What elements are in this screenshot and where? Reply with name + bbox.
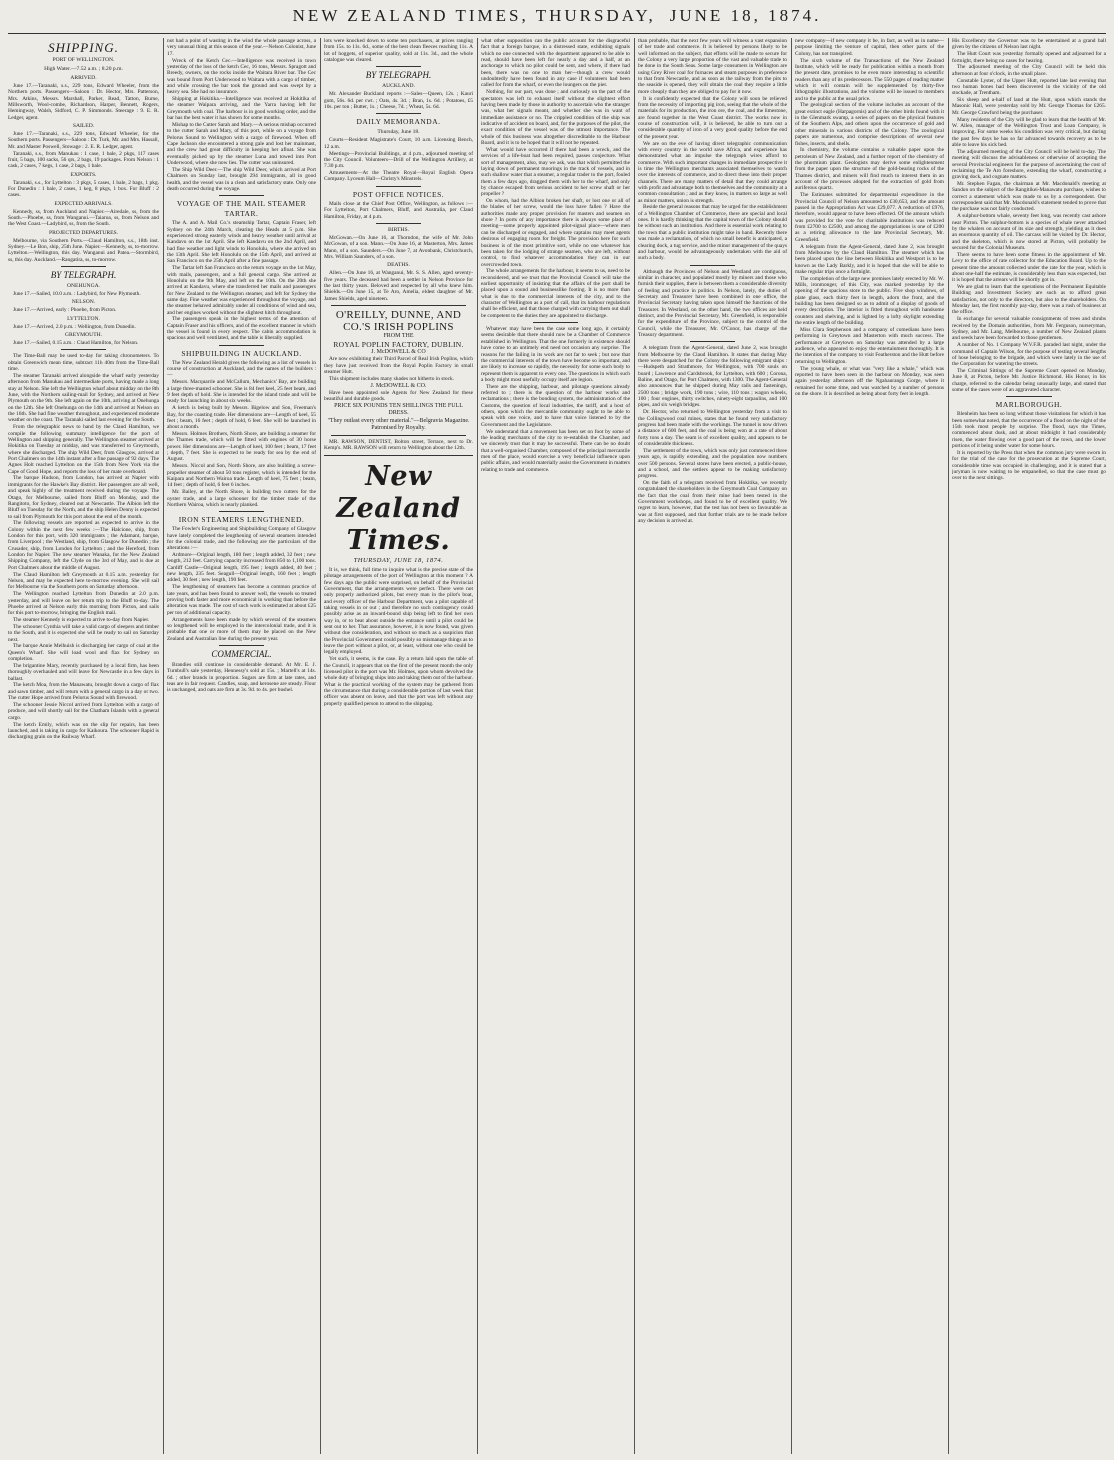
paragraph: The following vessels are reported as expected to arrive in the Colony within the next few weeks :—The Halcione, ship, from London for this port, with 320 immigrants ; the Adamant, barque, from Liverpool ; the Westland, ship, from Glasgow for Dunedin ; the Crusader, ship, from London for Lyttelton ; and the Hereford, from London for Napier. The new steamer Wanaka, for the New Zealand Shipping Company, left the Clyde on the 3rd of May, and is due at Port Chalmers about the middle of August.: [8, 520, 159, 571]
paragraph: The adjourned meeting of the City Council will be held to-day. The meeting will discuss the advisableness or otherwise of accepting the several Provincial engineers for the purpose of ascertaining the cost of reclaiming the Te Aro foreshore, extending the wharf, constructing a graving dock, and cognate matters.: [952, 148, 1106, 181]
paragraph: The lengthening of steamers has become a common practice of late years, and has been found to answer well, the vessels so treated proving both faster and more economical in working than before the alteration was made. The cost of such work is estimated at about £25 per ton of additional capacity.: [167, 584, 316, 616]
divider: [61, 349, 106, 350]
paragraph: The schooner Cynthia will take a valid cargo of sleepers and timber to the South, and it is expected she will be ready to sail on Saturday next.: [8, 623, 159, 643]
column-1: [8, 38, 159, 1454]
poplin-ad-from: FROM THE: [383, 332, 414, 339]
paragraph: In chemistry, the volume contains a valuable paper upon the petroleum of New Zealand, and a further report of the chemistry of the phormium plant. Geologists may derive some enlightenment from the paper upon the structure of the gold-bearing rocks of the Thames district, and miners will find much to interest them in an account of the processes adopted for the extraction of gold from auriferous quartz.: [795, 147, 944, 192]
paragraph: Taranaki, s.s., for Lyttelton : 3 pkgs, 5 cases, 1 bale, 2 bags, 1 pkg. For Dunedin : 1 bale, 2 cases, 1 keg, 8 pkgs, 1 box. For Bluff : 2 cases.: [8, 179, 159, 199]
paragraph: The Ship Wild Deer.—The ship Wild Deer, which arrived at Port Chalmers on Sunday last, brought 294 immigrants, all in good health, and the vessel was in a clean and satisfactory state. Only one death occurred during the voyage.: [167, 166, 316, 192]
paragraph: There seems to have been some fitness in the appointment of Mr. Levy to the office of rate collector for the Education Board. Up to the present time the amount collected under the rate for the year, which is about one-half the estimate, is considerably less than was expected, but it is hoped that the arrears will be shortly got in.: [952, 251, 1106, 284]
paragraph: It is confidently expected that the Colony will soon be relieved from the necessity of importing pig iron, seeing that the whole of the materials for its production, the iron ore, the coal, and the limestone, are found together in the West Coast district. The works now in course of construction will, it is believed, be able to turn out a considerable quantity of iron of a very good quality before the end of the present year.: [638, 95, 787, 140]
paragraph: Messrs. Macquarrie and McCallum, Mechanics' Bay, are building a large three-masted schooner. She is 84 feet keel, 25 feet beam, and 9 feet depth of hold. She is intended for the island trade and will be ready for launching in about six weeks.: [167, 379, 316, 405]
column-rule: [791, 38, 792, 1454]
column-7: [952, 38, 1106, 1454]
paragraph: A ketch is being built by Messrs. Bigelow and Son, Freeman's Bay, for the coasting trade. Her dimensions are—Length of keel, 55 feet ; beam, 16 feet ; depth of hold, 6 feet. She will be launched in about a month.: [167, 405, 316, 431]
paragraph: The New Zealand Herald gives the following as a list of vessels in course of construction at Auckland, and the names of the builders :—: [167, 359, 316, 379]
divider: [331, 435, 465, 436]
divider: [376, 186, 421, 187]
place-nelson: NELSON.: [71, 299, 96, 306]
subheading-arrived: ARRIVED.: [70, 75, 97, 81]
paragraph: The ketch Moa, from the Manawatu, brought down a cargo of flax and sawn timber, and will return with a general cargo in a day or two. The cutter Hope arrived from Pelorus Sound with firewood.: [8, 682, 159, 702]
divider: [376, 113, 421, 114]
paragraph: A number of No. 1 Company W.V.F.R. paraded last night, under the command of Captain Wilson, for the purpose of testing several lengths of hose belonging to the brigade, and which were lately in the use of the Corporation for watering the streets.: [952, 342, 1106, 368]
page-header: [0, 6, 1114, 32]
subheading-exports: EXPORTS.: [70, 171, 97, 178]
paragraph: Many residents of the City will be glad to learn that the health of Mr. W. Allen, manager of the Wellington Trust and Loan Company, is improving. For some weeks his condition was very critical, but during the past few days he has so far advanced towards recovery as to be able to leave his sick bed.: [952, 116, 1106, 148]
divider: [376, 66, 421, 67]
paragraph: Brandies still continue in considerable demand. At Mr. E. J. Turnbull's sale yesterday, Hennessy's sold at 15s. ; Martell's at 14s. 6d. ; other brands in proportion. Sugars are firm at late rates, and teas are in fair request. Candles, soap, and kerosene are steady. Flour is unchanged, and oats are firm at 3s. 9d. to 4s. per bushel.: [167, 661, 316, 694]
column-rule: [477, 38, 478, 1454]
poplin-ad-price: PRICE SIX POUNDS TEN SHILLINGS THE FULL DRESS.: [334, 403, 463, 417]
paragraph: The brigantine Mary, recently purchased by a local firm, has been thoroughly overhauled and will leave for Newcastle in a few days in ballast.: [8, 662, 159, 682]
paragraph: Kennedy, ss, from Auckland and Napier.—Airedale, ss, from the South.—Phoebe, ss, from Wanganui.—Taiaroa, ss, from Nelson and the West Coast.—Ladybird, ss, from the South.: [8, 208, 159, 228]
paragraph: Constable Lyster, of the Upper Hutt, reported late last evening that two human bones had been discovered in the vicinity of the old stockade, at Trentham.: [952, 77, 1106, 97]
paragraph: A telegram from the Agent-General, dated June 2, was brought from Melbourne by the Claud Hamilton. It states that during May there were despatched for the Colony the following emigrant ships :—Hudspeth and Strathmore, for Wellington, with 700 souls on board ; Lawrence and Cardsbrook, for Lyttelton, with 600 ; Corona, Baline, and Otago, for Port Chalmers, with 1300. The Agent-General also announces that he shipped during May rails and fastenings, 2500 tons ; bridge work, 190 tons ; wire, 110 tons ; wagon wheels, 100 ; four engines, thirty switches, ninety-eight tarpaulins, and 100 pipes, and six weigh bridges.: [638, 345, 787, 409]
paragraph: June 17.—Sailed, 10.0 a.m. : Ladybird, for New Plymouth.: [13, 291, 141, 298]
column-6: [795, 38, 944, 1454]
column-rule: [320, 38, 321, 1454]
paragraph: Shipping at Hokitika.—Intelligence was received at Hokitika of the steamer Waipara arriving, and the Yarra having left for Greymouth with coal. The harbour is in good working order, and the bar has the best water it has shown for some months.: [167, 96, 316, 122]
paragraph: Allen.—On June 16, at Wanganui, Mr. S. S. Allen, aged seventy-five years. The deceased had been a settler in Nelson Province for the last thirty years. Beloved and respected by all who knew him. Shields.—On June 15, at Te Aro, Amelia, eldest daughter of Mr. James Shields, aged nineteen.: [324, 270, 473, 302]
paragraph: Mails close at the Chief Post Office, Wellington, as follows :— For Lyttelton, Port Chalmers, Bluff, and Australia, per Claud Hamilton, Friday, at 4 p.m.: [324, 200, 473, 220]
divider: [324, 455, 473, 456]
paragraph: The ketch Emily, which was on the slip for repairs, has been launched, and is taking in cargo for Kaikoura. The schooner Rapid is discharging grain on the Railway Wharf.: [8, 721, 159, 741]
poplin-ad-quote: "They outlast every other material."—Belgravia Magazine.: [327, 417, 470, 424]
paragraph: The Fowler's Engineering and Shipbuilding Company of Glasgow have lately completed the lengthening of several steamers intended for the colonial trade, and the following are the particulars of the alterations :—: [167, 526, 316, 552]
paragraph: new company—if new company it be, in fact, as well as in name—purpose limiting the venture of capital, then other parts of the Colony, has not transpired.: [795, 38, 944, 57]
divider: [690, 341, 735, 342]
divider: [61, 266, 106, 267]
paragraph: Mr. Alexander Buckland reports :—Sales—Queen, 12s. ; Kauri gum, 56s. 6d. per cwt. ; Oats, 4s. 3d. ; Bran, 1s. 6d. ; Potatoes, £5 10s. per ton ; Butter, 1s. ; Cheese, 7d. ; Wheat, 5s. 6d.: [324, 91, 473, 111]
subheading-sailed: SAILED.: [72, 123, 95, 130]
paragraph: Mr. Stephen Fagan, the chairman at Mr. Macdonald's meeting at Sandon on the subject of the Rangitikei-Manawatu purchase, wishes to correct a statement which was made to us by a correspondent. Our correspondent said that Mr. Macdonald's statement tended to prove that the purchase was not fairly conducted.: [952, 181, 1106, 213]
paragraph: The steamer Taranaki arrived alongside the wharf early yesterday afternoon from Manukau and intermediate ports, having made a long stay at Nelson. She left the Wellington wharf about midday on the 8th June, with the Northern sailing-mail for Sydney, and arrived at New Plymouth on the 9th. She left again on the 10th, arriving at Onehunga on the 12th. She left Onehunga on the 14th and arrived at Nelson on the 16th. She had fine weather throughout, and experienced moderate weather on the coast. The Taranaki sailed last evening for the South.: [8, 372, 159, 424]
column-4: [481, 38, 630, 1454]
paragraph: The sixth volume of the Transactions of the New Zealand Institute, which will be ready for publication within a month from the present date, promises to be even more interesting to scientific readers than any of its predecessors. The 550 pages of reading matter which it will contain will be supplemented by thirty-five lithographic illustrations, and the volume will be issued to members and to the public at the usual price.: [795, 57, 944, 102]
paragraph: Mishap to the Cutter Sarah and Mary.—A serious mishap occurred to the cutter Sarah and Mary, of this port, while on a voyage from Pelorus Sound to Wellington with a cargo of firewood. When off Cape Jackson she encountered a strong gale and lost her mainmast, and the crew had great difficulty in keeping her afloat. She was eventually picked up by the steamer Luna and towed into Port Underwood, where she now lies. The cutter was uninsured.: [167, 121, 316, 167]
paragraph: In exchange for several valuable consignments of trees and shrubs received by the Domain authorities, from Mr. Ferguson, nurseryman, Sydney, and Mr. Lang, Melbourne, a number of New Zealand plants and seeds have been forwarded to those gentlemen.: [952, 316, 1106, 342]
paragraph: The Time-Ball may be used to-day for taking chronometers. To obtain Greenwich mean time, subtract 11h 40m from the Time-Ball time.: [8, 353, 159, 373]
paragraph: June 17.—Sailed, 0.15 a.m. : Claud Hamilton, for Nelson.: [13, 340, 139, 347]
memoranda-date: Thursday, June 18.: [377, 129, 420, 136]
divider: [219, 645, 264, 646]
iron-steamers-heading: IRON STEAMERS LENGTHENED.: [178, 515, 305, 525]
dateline: THURSDAY, JUNE 18, 1874.: [353, 556, 444, 564]
paragraph: The Wellington reached Lyttelton from Dunedin at 2.0 p.m. yesterday, and will leave on her return trip to the Bluff to-day. The Phoebe arrived at Nelson early this morning from Picton, and sails for this port to-morrow, bringing the English mail.: [8, 591, 159, 617]
divider: [376, 223, 421, 224]
poplin-ad-patron: Patronised by Royalty.: [371, 424, 426, 431]
paragraph: June 17.—Taranaki, s.s., 229 tons, Edward Wheeler, for the Southern ports. Passengers—Saloon : Dr. Turk, Mr. and Mrs. Hassall, Mr. and Master Poswell, Stowage : 2. E. R. Ledger, agent.: [8, 131, 159, 150]
header-title: NEW ZEALAND TIMES, THURSDAY,: [292, 6, 656, 25]
voyage-heading: VOYAGE OF THE MAIL STEAMER TARTAR.: [176, 199, 307, 219]
paragraph: There are the shipping, harbour, and pilotage questions already referred to ; there is the question of the harbour works and reclamations ; there is the bonding system, the administration of the Customs, the question of local industries, the tariff, and a host of others, upon which the mercantile community ought to be able to speak with one voice, and to have that voice listened to by the Government and the Legislature.: [481, 383, 630, 428]
paragraph: The passengers speak in the highest terms of the attention of Captain Fraser and his officers, and of the excellent manner in which the vessel is found in every respect. The cabin accommodation is spacious and well ventilated, and the table is liberally supplied.: [167, 316, 316, 342]
paragraph: His Excellency the Governor was to be entertained at a grand ball given by the citizens of Nelson last night.: [952, 38, 1106, 51]
divider: [533, 322, 578, 323]
paragraph: The geological section of the volume includes an account of the great extinct eagle (Harpagornis) and of the other birds found with it in the Glenmark swamp, a series of papers on the physical features of the Southern Alps, and others upon the occurrence of gold and other minerals in various districts of the Colony. The zoological papers are numerous, and comprise descriptions of several new fishes, insects, and shells.: [795, 102, 944, 147]
paragraph: Dr. Hector, who returned to Wellington yesterday from a visit to the Collingwood coal mines, states that he found very satisfactory progress had been made with the workings. The tunnel is now driven a distance of 600 feet, and the coal is being won at a rate of about forty tons a day. The seam is of excellent quality, and appears to be of considerable thickness.: [638, 409, 787, 447]
paragraph: Messrs. Niccol and Son, North Shore, are also building a screw-propeller steamer of about 50 tons register, which is intended for the Kaipara and Northern Wairoa trade. Length of keel, 75 feet ; beam, 14 feet ; depth of hold, 6 feet 6 inches.: [167, 463, 316, 489]
paragraph: lots were knocked down to some ten purchasers, at prices ranging from 15s. to 11s. 6d., some of the best clean fleeces reaching 11s. A lot of hoggets, of superior quality, sold at 11s. 3d., and the whole catalogue was cleared.: [324, 38, 473, 64]
place-onehunga: ONEHUNGA.: [66, 283, 101, 290]
poplin-ad-factory: ROYAL POPLIN FACTORY, DUBLIN.: [333, 340, 464, 350]
paragraph: On whom, had the Albion broken her shaft, or lost one or all of the blades of her screw, would the loss have fallen ? Have the authorities made any proper provision for masters and seamen on shore ? In ports of any importance there is always some place of meeting—some properly appointed pilot-signal place—where men can be discharged or engaged, and where captains may meet agents desirous of engaging room for freight. The provision here for such business is of the most primitive sort, while no one whatever has been taken for the lodging of strange seamen, who are left, without control, to find whatever accommodation they can in our overcrowded town.: [481, 198, 630, 268]
deaths-heading: DEATHS.: [387, 262, 410, 269]
paragraph: what other supposition can the public account for the disgraceful fact that a foreign barque, in a distressed state, exhibiting signals which no one connected with the department appeared to be able to read, should have been left for nearly a day and a half, at an anchorage to which no pilot could be sent, and where, if there had been, there was no one to man her—though a crew would undoubtedly have been found in any case if volunteers had been called for from the wharf, or even the loungers on the pier.: [481, 38, 630, 89]
column-rule: [634, 38, 635, 1454]
paragraph: Whatever may have been the case some long ago, it certainly seems desirable that there should now be a Chamber of Commerce established in Wellington. That the one formerly in existence should have come to an untimely end need not occasion any surprise. The reasons for the failing in its work are not far to seek ; but now that the commercial interests of the town have become so important, and are likely to increase so rapidly, the necessity for some such body to represent them is apparent to every one. The questions in which such a body might most usefully occupy itself are legion.: [481, 326, 630, 383]
paragraph: The whole arrangements for the harbour, it seems to us, need to be reconsidered, and we trust that the Provincial Council will take the earliest opportunity of insisting that the affairs of the port shall be placed upon a sound and businesslike footing. It is no more than what is due to the commercial interests of the city, and to the character of Wellington as a port of call, that its harbour regulations shall be efficient, and that those charged with carrying them out shall be competent to the duties they are appointed to discharge.: [481, 268, 630, 319]
divider: [1006, 396, 1052, 397]
paragraph: Although the Provinces of Nelson and Westland are contiguous, similar in character, and populated mostly by miners and those who furnish their supplies, there is between them a considerable diversity of feeling and practice in politics. In Nelson, lately, the duties of Secretary and Treasurer have been combined in one office, the Provincial Secretary having taken upon himself the functions of the Treasurer. In Westland, on the other hand, the two offices are held distinct, and the Provincial Secretary, Mr. Greenfield, is responsible for the expenditure of the Province, subject to the control of the Council, while the Treasurer, Mr. O'Conor, has charge of the Treasury department.: [638, 268, 787, 338]
paragraph: Blenheim has been so long without those visitations for which it has been somewhat noted, that the occurrence of a flood on the night of the 15th took most people by surprise. The flood, says the Times, commenced about dusk, and at about midnight it had considerably risen, the water flowing over a good part of the town, and the lower portions of it being under water for some hours.: [952, 411, 1106, 450]
divider: [331, 305, 465, 306]
poplin-ad-agents: J. McDOWELL & CO: [371, 349, 426, 356]
paragraph: Messrs. Holmes Brothers, North Shore, are building a steamer for the Thames trade, which will be fitted with engines of 30 horse power. Her dimensions are—Length of keel, 100 feet ; beam, 17 feet ; depth, 7 feet. She is expected to be ready for sea by the end of August.: [167, 431, 316, 463]
paragraph: Arrangements have been made by which several of the steamers so lengthened will be employed in the intercolonial trade, and it is probable that one or more of them may be placed on the New Zealand and Australian line during the present year.: [167, 616, 316, 642]
column-2: [167, 38, 316, 1454]
paragraph: The young whale, or what was "very like a whale," which was reported to have been seen in the harbour on Monday, was seen again yesterday afternoon off the Ngahauranga Gorge, where it remained for some time, and was watched by a number of persons on the shore. It is described as being about forty feet in length.: [795, 365, 944, 397]
divider: [690, 265, 735, 266]
paragraph: This shipment includes many shades not hitherto in stock.: [329, 375, 455, 382]
divider: [219, 195, 264, 196]
paragraph: A sulphur-bottom whale, seventy feet long, was recently cast ashore near Picton. The sulphur-bottom is a species of whale never attacked by the whalers on account of its size and strength, yielding as it does an enormous quantity of oil. The carcass will be visited by Dr. Hector, and the skeleton, which is now stored at Picton, will probably be secured for the Colonial Museum.: [952, 213, 1106, 251]
paragraph: Taranaki, s.s., from Manukau : 1 case, 1 bale, 2 pkgs, 117 cases fruit, 5 bags, 100 sacks, 56 qrs, 2 bags, 19 packages. From Nelson : 1 cask, 2 cases, 7 kegs, 1 case, 2 bags, 1 bale.: [8, 150, 159, 170]
column-rule: [948, 38, 949, 1454]
paragraph: The A. and A. Mail Co.'s steamship Tartar, Captain Fraser, left Sydney on the 24th March, clearing the Heads at 5 p.m. She experienced strong easterly winds and heavy weather until arrival at Kandavu on the 1st April. She left Kandavu on the 2nd April, and had fine weather and light winds to Honolulu, where she arrived on the 13th April. She left Honolulu on the 15th April, and arrived at San Francisco on the 25th April after a fine passage.: [167, 220, 316, 265]
poplin-ad-title: O'REILLY, DUNNE, AND CO.'S IRISH POPLINS: [335, 308, 462, 333]
paragraph: Wreck of the Ketch Cec.—Intelligence was received in town yesterday of the loss of the ketch Cec, 16 tons, Messrs. Spragott and Breedy, owners, on the rocks inside the Waitara River bar. The Cec was bound from Port Underwood to Waitara with a cargo of timber, and while crossing the bar took the ground and was swept by a heavy sea. She had no insurance.: [167, 57, 316, 96]
paragraph: The adjourned meeting of the City Council will be held this afternoon at four o'clock, in the small place.: [952, 64, 1106, 77]
port-line: PORT OF WELLINGTON.: [52, 57, 115, 63]
paragraph: McGowan.—On June 16, at Thorndon, the wife of Mr. John McGowan, of a son. Mann.—On June 16, at Masterton, Mrs. James Mann, of a son. Saunders.—On June 7, at Avonbank, Christchurch, Mrs. William Saunders, of a son.: [324, 234, 473, 260]
dentist-ad: MR. RAWSON, DENTIST, Bolton street, Terrace, next to Dr. Kemp's. MR. RAWSON will return to Wellington about the 12th.: [324, 438, 473, 452]
paragraph: The Hutt Court was yesterday formally opened and adjourned for a fortnight, there being no cases for hearing.: [952, 51, 1106, 64]
editorial-paragraph: Yet such, it seems, is the case. By a return laid upon the table of the Council, it appears that on the first of the present month the only licensed pilot in the port was Mr. Holmes, upon whom devolved the whole duty of bringing ships into and taking them out of the harbour. What is the practical working of the system may be gathered from the circumstance that during a considerable portion of last week that officer was absent on leave, and that the port was left without any properly qualified person to attend to the shipping.: [324, 656, 473, 707]
paragraph: Amusements—At the Theatre Royal—Royal English Opera Company. Lyceum Hall—Christy's Minstrels.: [324, 170, 473, 183]
paragraph: June 17.—Arrived, early : Phoebe, from Picton.: [13, 307, 117, 314]
paragraph: than probable, that the next few years will witness a vast expansion of her trade and commerce. It is believed by persons likely to be well informed on the subject, that efforts will be made to secure for the Colony a very large proportion of the vast and valuable trade to be done in the South Seas. Some large consumers in Wellington are using Grey River coal for furnaces and steam purposes in preference to that from Newcastle, and as soon as the railway from the pits to the seaside is opened, they will obtain the coal they require a little more cheaply than they are obliged to pay for it now.: [638, 38, 787, 95]
place-lyttelton: LYTTELTON.: [67, 315, 100, 322]
paragraph: The barque Annie Melhuish is discharging her cargo of coal at the Queen's Wharf. She will load wool and flax for Sydney on completion.: [8, 643, 159, 663]
shipping-heading: SHIPPING.: [48, 40, 119, 55]
paragraph: June 17.—Arrived, 2.0 p.m. : Wellington, from Dunedin.: [13, 323, 136, 330]
divider: [219, 511, 264, 512]
paragraph: What would have occurred if there had been a wreck, and the services of a life-boat had been required, passes conjecture. What sort of management, also, may we ask, was that which permitted the laying down of permanent moorings in the track of vessels, and in such shallow water that a steamer, a regular trader to the port, fouled them a few days ago, dragged them with her to the wharf, and only by chance escaped from serious accident to her screw shaft or her propeller ?: [481, 146, 630, 198]
telegraph-heading: BY TELEGRAPH.: [365, 70, 432, 81]
subheading-expected: EXPECTED ARRIVALS.: [54, 200, 113, 207]
header-date: JUNE 18, 1874.: [669, 6, 822, 25]
paragraph: The Claud Hamilton left Greymouth at 0.15 a.m. yesterday for Nelson, and may be expected here to-morrow evening. She will sail for Melbourne via the Southern ports on Saturday afternoon.: [8, 571, 159, 591]
paragraph: The settlement of the town, which was only just commenced three years ago, is rapidly extending, and the population now numbers over 500 persons. Several stores have been erected, a public-house, and a school, and the settlers appear to be making satisfactory progress.: [638, 447, 787, 480]
high-water: High Water.—7.52 a.m. ; 8.20 p.m.: [44, 66, 123, 72]
telegraph-heading: BY TELEGRAPH.: [50, 270, 117, 281]
place-greymouth: GREYMOUTH.: [64, 332, 103, 339]
paragraph: Melbourne, via Southern Ports.—Claud Hamilton, s.s., 18th inst. Sydney.—Le Bon, ship, 25th June. Napier.—Kennedy, ss, to-morrow. Lyttelton.—Wellington, this day. Wanganui and Patea.—Stormbird, ss, this day. Auckland.—Rangatira, ss, to-morrow.: [8, 237, 159, 263]
commercial-heading: COMMERCIAL.: [211, 648, 272, 659]
paragraph: The barque Hudson, from London, has arrived at Napier with immigrants for the Hawke's Bay district. Her passengers are all well, and speak highly of the treatment received during the voyage. The Otago, for Melbourne, sailed from Bluff on Monday, and the Rangitoto, for Sydney, cleared out at Newcastle. The Albion left the Bluff on Tuesday for the North, and the ship Helen Denny is expected to sail from Plymouth for this port about the end of the month.: [8, 475, 159, 520]
paragraph: The Estimates submitted for departmental expenditure in the Provincial Council of Nelson amounted to £30,653, and the amount passed in the Appropriation Act was £29,077. A reduction of £976, therefore, would appear to have been effected. Of the amount which was provided for the vote for charitable institutions was reduced from £2700 to £2500, and among the appropriations is one of £200 as a retiring allowance to the late Provincial Secretary, Mr. Greenfield.: [795, 192, 944, 243]
column-rule: [163, 38, 164, 1454]
place-auckland: AUCKLAND.: [382, 83, 415, 90]
shipbuilding-heading: SHIPBUILDING IN AUCKLAND.: [181, 348, 302, 358]
memoranda-heading: DAILY MEMORANDA.: [356, 117, 441, 127]
paragraph: The steamer Kennedy is expected to arrive to-day from Napier.: [13, 617, 150, 624]
subheading-projected: PROJECTED DEPARTURES.: [48, 229, 119, 236]
paragraph: Mr. Bailey, at the North Shore, is building two cutters for the oyster trade, and a large schooner for the timber trade of the Northern Wairoa, which is nearly planked.: [167, 489, 316, 508]
paragraph: From the telegraphic news to hand by the Claud Hamilton, we compile the following summary intelligence for the port of Wellington and shipping generally. The Wellington steamer arrived at Hokitika on Tuesday at midday, and was transferred to Greymouth, where she discharged. The ship Wild Deer, from Glasgow, arrived at Port Chalmers on the 14th instant after a fine passage of 92 days. The Agnes Holt reached Lyttelton on the 15th from New York via the Cape of Good Hope, and reports the loss of her mate overboard.: [8, 424, 159, 475]
poplin-ad-sign: J. McDOWELL & CO.: [370, 382, 427, 389]
column-3: [324, 38, 473, 1454]
paragraph: Are now exhibiting their Third Parcel of Real Irish Poplins, which they have just received from the Royal Poplin Factory in small steamer Hutt.: [324, 356, 473, 376]
paragraph: On the faith of a telegram received from Hokitika, we recently congratulated the shareholders in the Greymouth Coal Company on the fact that the coal from their mine had been tested in the Government workshops, and found to be of excellent quality. We regret to learn, however, that the test has not been so favourable as was at first supposed, and that further trials are to be made before any decision is arrived at.: [638, 480, 787, 525]
paragraph: Miss Clara Stephenson and a company of comedians have been performing in Greytown and Masterton with much success. The performance at Greytown on Saturday was attended by a large audience, who appeared to enjoy the entertainment thoroughly. It is the intention of the company to visit Featherston and the Hutt before returning to Wellington.: [795, 326, 944, 365]
paragraph: June 17.—Taranaki, s.s., 229 tons, Edward Wheeler, from the Northern ports. Passengers—Saloon : Dr. Hector, Mrs. Patterson, Mrs. Atkins, Messrs. Marshall, Parker, Read, Tatton, Burne, Millsworth, Wool-combe, Richardson, Harper, Bennett, Rogers, Hemingway, Walsh, Sidford, C. P. Simmonds. Steerage : 9. E. R. Ledger, agent.: [8, 83, 159, 121]
divider: [219, 345, 264, 346]
paragraph: We are glad to learn that the operations of the Permanent Equitable Building and Investment Society are such as to afford great satisfaction, not only to the directors, but also to the shareholders. On Monday last, the first monthly pay-day, there was a rush of business at the office.: [952, 284, 1106, 316]
marlborough-heading: MARLBOROUGH.: [995, 400, 1063, 410]
paragraph: The completion of the large new premises lately erected by Mr. W. Mills, ironmonger, of this City, was marked yesterday by the opening of the spacious store to the public. Five shop windows, of plate glass, each thirty feet in length, adorn the front, and the building has been designed so as to admit of a display of goods of every description. The interior is fitted throughout with handsome counters and shelving, and is lighted by a lofty skylight extending the entire length of the building.: [795, 275, 944, 327]
paragraph: Beside the general reasons that may be urged for the establishment of a Wellington Chamber of Commerce, there are special and local ones. It is hardly thinking that the capital town of the Colony should be without such an institution. And there is essential work relating to the town that a public institution might take in hand. Recently there was made a reclamation, of which no small benefit is anticipated, a clearing dock, a tug service, and the minor management of the quays and harbour, would be advantageously undertaken with the aid of such a body.: [638, 204, 787, 262]
post-office-heading: POST OFFICE NOTICES.: [352, 189, 445, 199]
paragraph: Courts—Resident Magistrate's Court, 10 a.m. Licensing Bench, 12 a.m.: [324, 137, 473, 150]
paragraph: It is reported by the Press that when the common jury were sworn in for the trial of the case for the prosecution at the Supreme Court, considerable time was occupied in challenging, and it is stated that a juryman is now waiting to be empanelled, so that the case must go over to the next sittings.: [952, 449, 1106, 482]
paragraph: We are on the eve of having direct telegraphic communication with every country in the world save Africa, and experience has demonstrated what an impulse the telegraph wires afford to commerce. With such important changes in immediate prospective it is time the Wellington merchants associated themselves to watch over the interests of commerce, and to direct these into their proper channels. There are many matters of detail that they could arrange with profit and advantage both to themselves and the community at a common consultation ; and as they know, in matters so large as well as minor matters, union is strength.: [638, 140, 787, 204]
masthead: New Zealand Times.: [336, 460, 461, 556]
paragraph: Six sheep and a-half of land at the Hutt, upon which stands the Masonic Hall, were yesterday sold by Mr. George Thomas for £265. Mr. George Crawford being the purchaser.: [952, 97, 1106, 116]
paragraph: Meetings—Provincial Buildings, at 4 p.m., adjourned meeting of the City Council. Volunteers—Drill of the Wellington Artillery, at 7.30 p.m.: [324, 150, 473, 170]
paragraph: Nothing, for our part, was done ; and curiously on the part of the spectators was left to exhaust itself without the slightest effort having been made by those in authority to ascertain who the stranger was, what her signals meant, and whether she was in want of immediate assistance or no. The crippled condition of the ship was indicative of accident on board, and, for the purposes of the pilot, the exact condition of the vessel was of the utmost importance. The whole of this business was altogether discreditable to the Harbour Board, and it is to be hoped that it will not be repeated.: [481, 89, 630, 146]
editorial-paragraph: It is, we think, full time to inquire what is the precise state of the pilotage arrangements of the port of Wellington at this moment ? A few days ago the public were surprised, on behalf of the Provincial Government, that the arrangements were perfect. There were not only properly authorized pilots, but every man in the pilot's boat, and every officer of the Harbour Department, was a pilot capable of taking vessels in or out ; and therefore no such contingency could possibly arise as an inward-bound ship being left to find her own way in, or to beat about outside the entrance until a pilot could be sent out to her. That assurance, however, it is now found, was given without due consideration, and without so much as a suspicion that the Provincial Government could possibly so mismanage things as to leave the port without a pilot, or, at least, without one who could be legally employed.: [324, 566, 473, 656]
paragraph: Ardmore—Original length, 180 feet ; length added, 32 feet ; new length, 212 feet. Carrying capacity increased from 850 to 1,100 tons. Cardiff Castle—Original length, 195 feet ; length added, 40 feet ; new length, 235 feet. Seagull—Original length, 160 feet ; length added, 30 feet ; new length, 190 feet.: [167, 552, 316, 584]
paragraph: A telegram from the Agent-General, dated June 2, was brought from Melbourne by the Claud Hamilton. The steamer which has been placed upon the line between Hokitika and Westport is to be known as the Lady Barkly, and it is hoped that she will be able to make regular trips once a fortnight.: [795, 243, 944, 275]
paragraph: The Criminal Sittings of the Supreme Court opened on Monday, June 8, at Picton, before Mr. Justice Richmond. His Honor, in his charge, referred to the calendar being unusually large, and stated that some of the cases were of an aggravated character.: [952, 368, 1106, 394]
column-5: [638, 38, 787, 1454]
paragraph: The schooner Jessie Niccol arrived from Lyttelton with a cargo of produce, and will shortly sail for the Chatham Islands with a general cargo.: [8, 702, 159, 721]
paragraph: not had a point of wasting in the wind the whole passage across, a very unusual thing at this season of the year.—Nelson Colonist, June 17.: [167, 38, 316, 57]
paragraph: The Tartar left San Francisco on the return voyage on the 1st May, with mails, passengers, and a full general cargo. She arrived at Honolulu on the 9th May, and left on the 10th. On the 20th she arrived at Kandavu, where she transferred her mails and passengers for New Zealand to the Wellington steamer, and left for Sydney the same day. Fine weather was experienced throughout the voyage, and the steamer behaved admirably under all conditions of wind and sea, and her engines worked without the slightest hitch throughout.: [167, 265, 316, 316]
births-heading: BIRTHS.: [388, 226, 409, 233]
paragraph: Have been appointed sole Agents for New Zealand for these beautiful and durable goods.: [324, 389, 473, 403]
paragraph: We understand that a movement has been set on foot by some of the leading merchants of the city to re-establish the Chamber, and we sincerely trust that it may be successful. There can be no doubt that a well-organised Chamber, composed of the principal mercantile men of the place, would exercise a very beneficial influence upon public affairs, and would materially assist the Government in matters relating to trade and commerce.: [481, 428, 630, 473]
header-rule: [8, 33, 1106, 34]
